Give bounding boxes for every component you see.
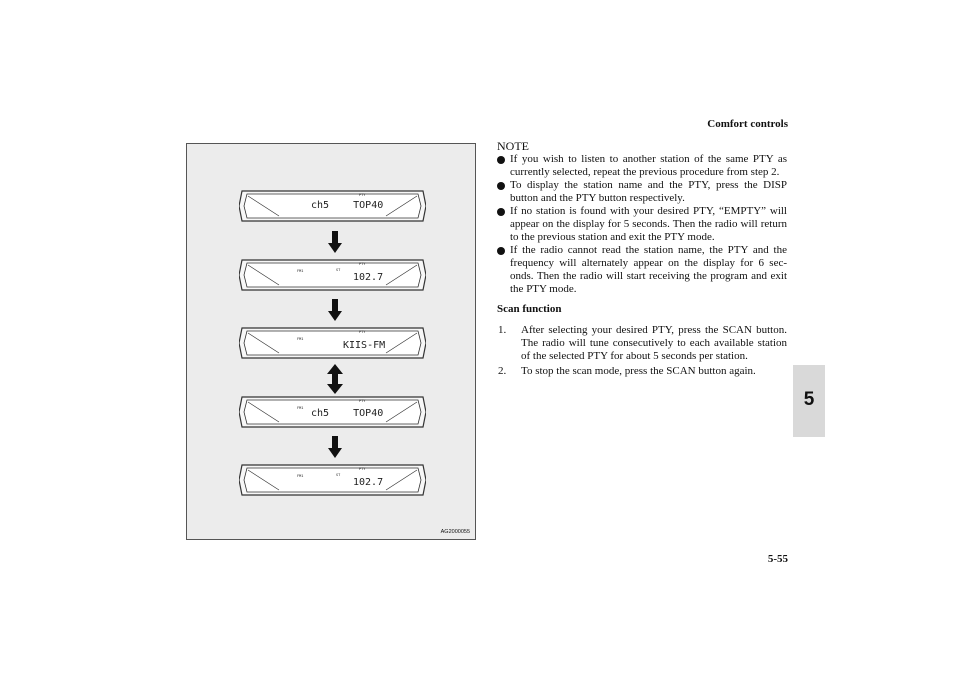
section-header: Comfort controls (707, 118, 788, 130)
pty-indicator: PTY (359, 399, 366, 403)
down-arrow-icon (328, 436, 342, 458)
display-text: 102.7 (353, 477, 384, 488)
note-item: If no station is found with your desired PTY, “EMPTY” will appear on the display for 5 seconds. Then the radio will return to the previous station and exit the PTY mode. (497, 205, 787, 244)
st-indicator: ST (336, 473, 341, 477)
note-item: If the radio cannot read the station name, the PTY and the frequency will alternately appear on the display for 6 sec-onds. Then the radio will start receiving the program and exit the PTY mode. (497, 244, 787, 296)
radio-display-3 (239, 326, 426, 360)
bullet-icon (497, 156, 505, 164)
display-text: ch5 TOP40 (311, 408, 384, 419)
step-number: 2. (498, 365, 507, 377)
bullet-icon (497, 247, 505, 255)
pty-indicator: PTY (359, 467, 366, 471)
note-title: NOTE (497, 139, 529, 153)
pty-indicator: PTY (359, 262, 366, 266)
chapter-number: 5 (803, 389, 815, 410)
pty-indicator: PTY (359, 330, 366, 334)
fm-indicator: FM1 (297, 337, 304, 341)
display-text: 102.7 (353, 272, 384, 283)
bullet-icon (497, 182, 505, 190)
section-title: Scan function (497, 303, 562, 315)
double-arrow-icon (327, 364, 343, 394)
display-text: KIIS-FM (343, 340, 386, 351)
note-item: If you wish to listen to another station of the same PTY as currently selected, repeat the previous procedure from step 2. (497, 153, 787, 179)
down-arrow-icon (328, 231, 342, 253)
radio-display-4 (239, 395, 426, 429)
fm-indicator: FM1 (297, 474, 304, 478)
bullet-icon (497, 208, 505, 216)
radio-display-figure (186, 143, 476, 540)
radio-display-2 (239, 258, 426, 292)
pty-indicator: PTY (359, 193, 366, 197)
figure-code: AG2000055 (440, 529, 470, 535)
main-content (497, 140, 787, 380)
st-indicator: ST (336, 268, 341, 272)
display-text: ch5 TOP40 (311, 200, 384, 211)
radio-display-1 (239, 189, 426, 223)
fm-indicator: FM1 (297, 406, 304, 410)
radio-display-5 (239, 463, 426, 497)
step-number: 1. (498, 324, 507, 336)
note-item: To display the station name and the PTY, press the DISP button and the PTY button respectively. (497, 179, 787, 205)
chapter-tab (793, 365, 825, 437)
page-number: 5-55 (767, 553, 788, 565)
step-text: To stop the scan mode, press the SCAN button again. (521, 365, 756, 377)
step-text: After selecting your desired PTY, press the SCAN button. The radio will tune consecutively to each available station of the selected PTY for about 5 seconds per station. (521, 324, 787, 362)
step-item (497, 365, 787, 378)
down-arrow-icon (328, 299, 342, 321)
fm-indicator: FM1 (297, 269, 304, 273)
step-item (497, 324, 787, 363)
